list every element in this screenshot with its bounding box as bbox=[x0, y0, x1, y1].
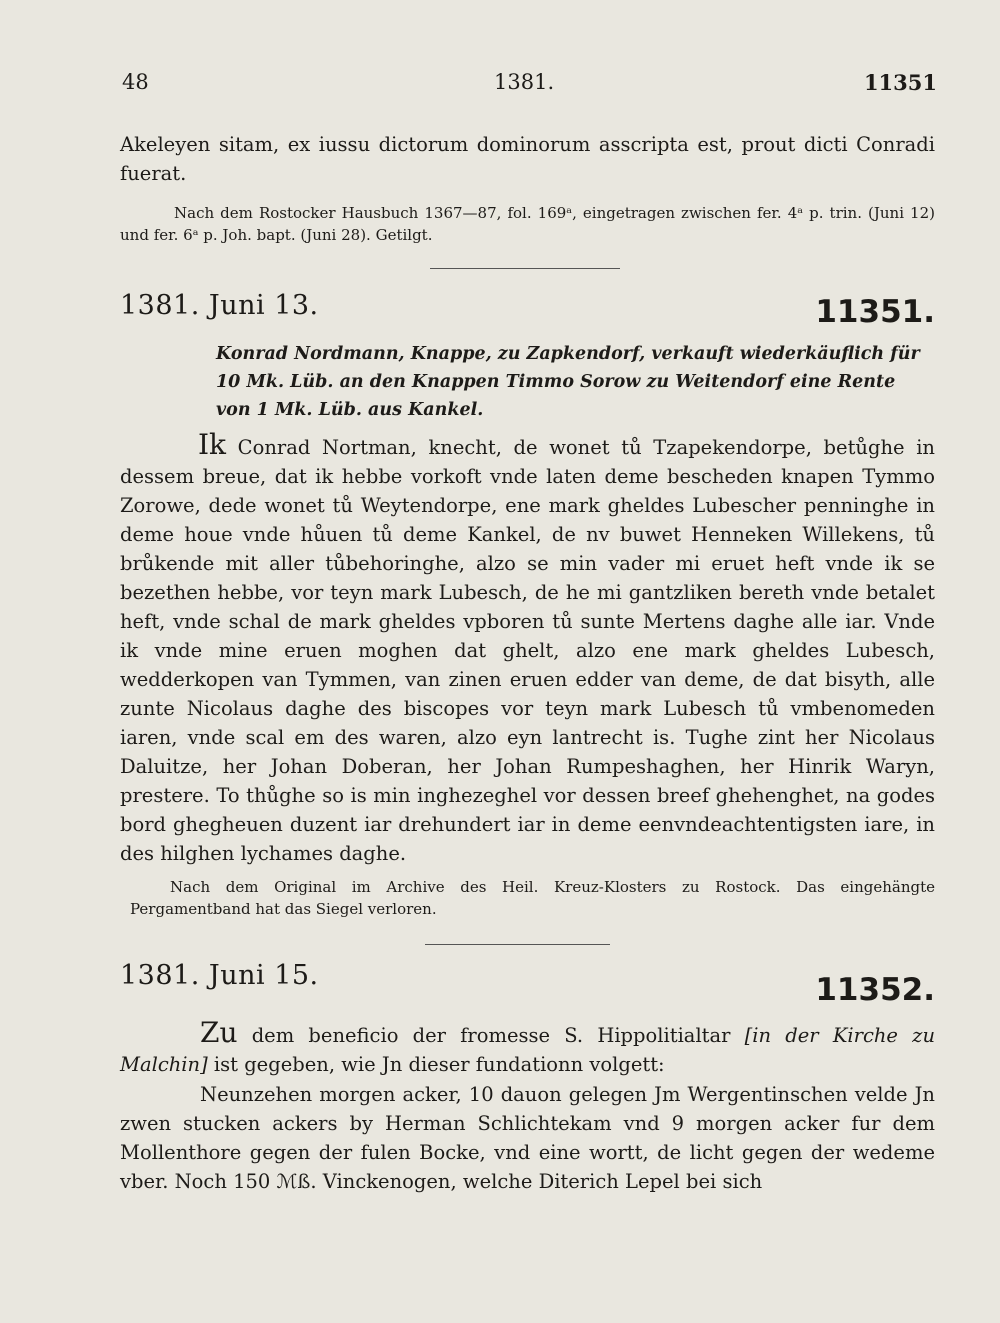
entry-summary: Konrad Nordmann, Knappe, zu Zapkendorf, verkauft wiederkäuflich für 10 Mk. Lüb. an den Knappen Timmo Sorow zu Weitendorf eine Rente von 1 Mk. Lüb. aus Kankel. bbox=[216, 344, 920, 420]
running-entry-number: 11351 bbox=[863, 70, 937, 95]
foundation-body: Neunzehen morgen acker, 10 dauon gelegen Jm Wergentinschen velde Jn zwen stucken ackers by Herman Schlichtekam vnd 9 morgen acker fur dem Mollenthore gegen der fulen Bocke, vnd eine wortt, de licht gegen der wedeme vber. Noch 150 ℳ︎ß. Vinckenogen, welche Diterich Lepel bei sich bbox=[120, 1083, 935, 1193]
initial-letters: Zu bbox=[200, 1016, 238, 1049]
source-note-previous: Nach dem Rostocker Hausbuch 1367—87, fol. 169ᵃ, eingetragen zwischen fer. 4ᵃ p. trin. (Juni 12) und fer. 6ᵃ p. Joh. bapt. (Juni 28). Getilgt. bbox=[120, 204, 935, 244]
intro-text-a: dem beneficio der fromesse S. Hippolitialtar bbox=[237, 1024, 745, 1047]
separator-rule bbox=[430, 268, 620, 269]
foundation-intro bbox=[120, 1018, 935, 1079]
charter-body: Conrad Nortman, knecht, de wonet tů Tzapekendorpe, betůghe in dessem breue, dat ik hebbe vorkoft vnde laten deme bescheden knapen Tymmo Zorowe, dede wonet tů Weytendorpe, ene mark gheldes Lubescher penninghe in deme houe vnde hůuen tů deme Kankel, de nv buwet Henneken Willekens, tů brůkende mit aller tůbehoringhe, alzo se min vader mi eruet heft vnde ik se bezethen hebbe, vor teyn mark Lubesch, de he mi gantzliken bereth vnde betalet heft, vnde schal de mark gheldes vpboren tů sunte Mertens daghe alle iar. Vnde ik vnde mine eruen moghen dat ghelt, alzo ene mark gheldes Lubesch, wedderkopen van Tymmen, van zinen eruen edder van deme, de dat bisyth, alle zunte Nicolaus daghe des biscopes vor teyn mark Lubesch tů vmbenomeden iaren, vnde scal em des waren, alzo eyn lantrecht is. Tughe zint her Nicolaus Daluitze, her Johan Doberan, her Johan Rumpeshaghen, her Hinrik Waryn, prestere. To thůghe so is min inghezeghel vor dessen breef ghehenghet, na godes bord ghegheuen duzent iar drehundert iar in deme eenvndeachtentigsten iare, in des hilghen lychames daghe. bbox=[120, 436, 935, 865]
entry-date: 1381. Juni 15. bbox=[120, 960, 319, 991]
charter-text bbox=[120, 430, 935, 868]
page-number: 48 bbox=[122, 70, 149, 94]
separator-rule bbox=[425, 944, 610, 945]
entry-date: 1381. Juni 13. bbox=[120, 290, 319, 321]
continuation-paragraph: Akeleyen sitam, ex iussu dictorum dominorum asscripta est, prout dicti Conradi fuerat. bbox=[120, 133, 935, 185]
editorial-insertion: [in der Kirche zu Malchin] bbox=[120, 1024, 936, 1076]
source-note: Nach dem Original im Archive des Heil. Kreuz-Klosters zu Rostock. Das eingehängte Pergamentband hat das Siegel verloren. bbox=[130, 878, 935, 918]
running-year: 1381. bbox=[494, 70, 555, 94]
initial-letters: Ik bbox=[198, 428, 227, 461]
entry-number: 11352. bbox=[815, 972, 935, 1008]
entry-number: 11351. bbox=[815, 294, 935, 330]
running-head bbox=[122, 70, 937, 104]
intro-text-b: ist gegeben, wie Jn dieser fundationn volgett: bbox=[207, 1053, 665, 1076]
